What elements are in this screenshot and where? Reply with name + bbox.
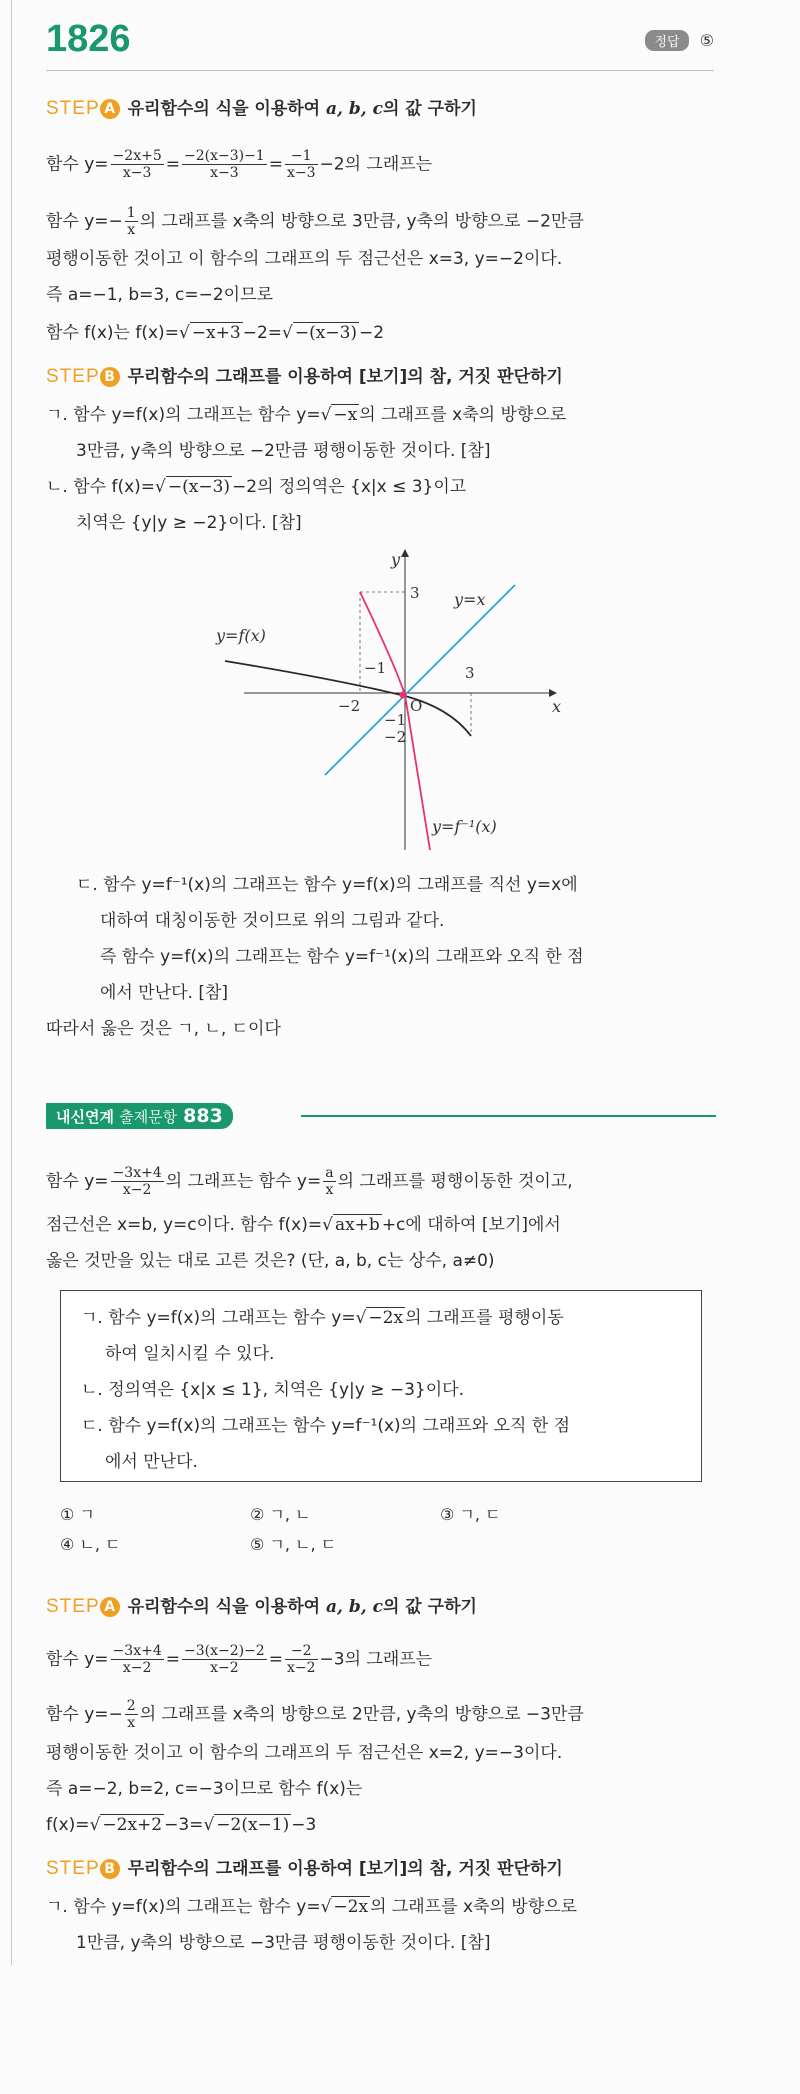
text: 함수 y=−: [46, 1704, 123, 1725]
sol1-conclusion: 따라서 옳은 것은 ㄱ, ㄴ, ㄷ이다: [46, 1019, 281, 1039]
step-label: STEP: [46, 1596, 100, 1617]
sol2-line4: 즉 a=−2, b=2, c=−3이므로 함수 f(x)는: [46, 1779, 363, 1799]
step-label: STEP: [46, 366, 100, 387]
sol1-d-line2: 대하여 대칭이동한 것이므로 위의 그림과 같다.: [100, 911, 445, 931]
radicand: −x+3: [191, 323, 241, 343]
y-axis-label: y: [391, 550, 401, 569]
fraction: [111, 1643, 164, 1676]
function-graph: [190, 545, 570, 855]
text: −2: [359, 323, 385, 343]
sol1-d-line1: ㄷ. 함수 y=f⁻¹(x)의 그래프는 함수 y=f(x)의 그래프를 직선 y=x에: [76, 875, 578, 895]
box-d-line2: 에서 만난다.: [105, 1452, 198, 1472]
sol1-d-line4: 에서 만난다. [참]: [100, 983, 229, 1003]
radicand: −(x−3): [294, 323, 358, 343]
margin-rule: [11, 0, 12, 1965]
radicand: −2(x−1): [216, 1815, 290, 1835]
badge-subtext: 출제문항: [119, 1108, 178, 1126]
choice-1[interactable]: ① ㄱ: [60, 1505, 95, 1524]
choice-5[interactable]: ⑤ ㄱ, ㄴ, ㄷ: [250, 1535, 337, 1554]
text: ㄱ. 함수 y=f(x)의 그래프는 함수 y=: [81, 1308, 356, 1328]
step-a-heading: [46, 96, 477, 122]
tick-neg1-bottom: −1: [384, 711, 407, 729]
radicand: −2x: [368, 1308, 404, 1328]
sol1-n-line1: ㄴ. 함수 f(x)=√ −(x−3) −2의 정의역은 {x|x ≤ 3}이고: [46, 477, 467, 497]
sol1-line1: 함수 y= $\frac{-2x+5}{x-3}$ = $\frac{-2(x-3)-1}{x-3}$ = $\frac{-1}{x-3}$ −2의 그래프는: [46, 148, 433, 181]
step-title-post: 의 값 구하기: [382, 1597, 477, 1617]
step-title-vars: a, b, c: [326, 1597, 383, 1617]
tick-neg2-bottom: −2: [384, 728, 407, 746]
tick-3-top: 3: [410, 584, 420, 602]
line-y-equals-x: [325, 585, 515, 775]
text: −3: [291, 1815, 317, 1835]
text: 의 그래프는 함수 y=: [165, 1171, 322, 1192]
text: 함수 y=−: [46, 211, 123, 232]
choice-2[interactable]: ② ㄱ, ㄴ: [250, 1505, 311, 1524]
step-title: 무리함수의 그래프를 이용하여 [보기]의 참, 거짓 판단하기: [127, 367, 563, 387]
step-label: STEP: [46, 98, 100, 119]
step-badge: A: [100, 1597, 120, 1617]
text: −2의 그래프는: [319, 154, 433, 175]
numerator: −1: [285, 148, 318, 165]
step-b-heading: [46, 364, 563, 390]
origin-label: O: [410, 697, 423, 715]
text: ㄱ. 함수 y=f(x)의 그래프는 함수 y=: [46, 405, 321, 425]
numerator: −2x+5: [112, 148, 162, 164]
problem-number: 1826: [46, 18, 131, 60]
numerator: −3(x−2)−2: [183, 1643, 265, 1659]
answer-indicator: [645, 30, 714, 51]
sol1-g-line2: 3만큼, y축의 방향으로 −2만큼 평행이동한 것이다. [참]: [76, 441, 491, 461]
text: 함수 y=: [46, 1171, 109, 1192]
denominator: x−2: [210, 1660, 239, 1676]
step-label: STEP: [46, 1858, 100, 1879]
text: ㄱ. 함수 y=f(x)의 그래프는 함수 y=: [46, 1897, 321, 1917]
text: 함수 f(x)는 f(x)=: [46, 323, 179, 343]
text: 의 그래프를 x축의 방향으로 3만큼, y축의 방향으로 −2만큼: [139, 211, 584, 232]
text: 의 그래프를 x축의 방향으로: [359, 405, 567, 425]
fraction: [285, 1643, 318, 1676]
answer-label: 정답: [645, 30, 688, 51]
text: f(x)=: [46, 1815, 90, 1835]
numerator: a: [325, 1165, 334, 1181]
radicand: −2x: [333, 1897, 369, 1917]
text: +c에 대하여 [보기]에서: [381, 1215, 561, 1235]
problem-line3: 옳은 것만을 있는 대로 고른 것은? (단, a, b, c는 상수, a≠0): [46, 1251, 495, 1271]
step-badge: A: [100, 99, 120, 119]
fraction: [125, 1698, 138, 1731]
text: −3의 그래프는: [319, 1649, 433, 1670]
sol2-line3: 평행이동한 것이고 이 함수의 그래프의 두 점근선은 x=2, y=−3이다.: [46, 1743, 563, 1763]
denominator: x: [127, 222, 136, 238]
fraction: [182, 1643, 267, 1676]
tick-3-right: 3: [465, 664, 475, 682]
answer-value: ⑤: [699, 31, 714, 50]
step-title-pre: 유리함수의 식을 이용하여: [127, 1597, 327, 1617]
step-title-post: 의 값 구하기: [382, 99, 477, 119]
sol2-line1: 함수 y= $\frac{-3x+4}{x-2}$ = $\frac{-3(x-2)-2}{x-2}$ = $\frac{-2}{x-2}$ −3의 그래프는: [46, 1643, 433, 1676]
numerator: −3x+4: [112, 1643, 162, 1659]
fraction: [182, 148, 267, 181]
box-d-line1: ㄷ. 함수 y=f(x)의 그래프는 함수 y=f⁻¹(x)의 그래프와 오직 한 점: [81, 1416, 571, 1436]
box-g-line2: 하여 일치시킬 수 있다.: [105, 1344, 275, 1364]
text: ㄴ. 함수 f(x)=: [46, 477, 156, 497]
choice-3[interactable]: ③ ㄱ, ㄷ: [440, 1505, 501, 1524]
related-badge: [46, 1103, 233, 1129]
step-title: 무리함수의 그래프를 이용하여 [보기]의 참, 거짓 판단하기: [127, 1859, 563, 1879]
step-title-vars: a, b, c: [326, 99, 383, 119]
choice-4[interactable]: ④ ㄴ, ㄷ: [60, 1535, 121, 1554]
sol2-line2: [46, 1698, 584, 1731]
denominator: x−2: [122, 1182, 152, 1198]
band-line: [301, 1115, 716, 1117]
fx-label: y=f(x): [216, 626, 266, 645]
sol2-line5: f(x)=√ −2x+2 −3=√ −2(x−1) −3: [46, 1815, 317, 1835]
step-title-pre: 유리함수의 식을 이용하여: [127, 99, 327, 119]
fraction: [111, 1165, 164, 1198]
text: 함수 y=: [46, 1649, 109, 1670]
bogi-box: [60, 1290, 702, 1482]
text: 점근선은 x=b, y=c이다. 함수 f(x)=: [46, 1215, 323, 1235]
x-axis-label: x: [552, 697, 562, 716]
radicand: ax+b: [334, 1215, 380, 1235]
problem-header: [46, 18, 714, 71]
numerator: −2(x−3)−1: [183, 148, 265, 164]
fraction: [125, 205, 138, 238]
radicand: −x: [333, 405, 358, 425]
step-b-heading-2: [46, 1856, 563, 1882]
step-a-heading-2: [46, 1594, 477, 1620]
yx-label: y=x: [454, 590, 486, 609]
numerator: −2: [285, 1643, 318, 1660]
sol1-g-line1: ㄱ. 함수 y=f(x)의 그래프는 함수 y=√ −x 의 그래프를 x축의 방향으로: [46, 405, 567, 425]
radicand: −(x−3): [167, 477, 231, 497]
numerator: 1: [126, 205, 136, 221]
fraction: [111, 148, 164, 181]
fraction: [285, 148, 318, 181]
sol1-line3: 평행이동한 것이고 이 함수의 그래프의 두 점근선은 x=3, y=−2이다.: [46, 249, 563, 269]
text: 의 그래프를 평행이동: [405, 1308, 564, 1328]
denominator: x−2: [286, 1660, 316, 1676]
box-n-line1: ㄴ. 정의역은 {x|x ≤ 1}, 치역은 {y|y ≥ −3}이다.: [81, 1380, 464, 1400]
related-number: 883: [183, 1105, 223, 1127]
denominator: x−2: [122, 1660, 152, 1676]
sol2-g-line1: ㄱ. 함수 y=f(x)의 그래프는 함수 y=√ −2x 의 그래프를 x축의 방향으로: [46, 1897, 577, 1917]
tick-neg1-top: −1: [364, 659, 387, 677]
numerator: 2: [126, 1698, 136, 1714]
step-badge: B: [100, 367, 120, 387]
sol1-line4: 즉 a=−1, b=3, c=−2이므로: [46, 285, 273, 305]
step-badge: B: [100, 1859, 120, 1879]
sol2-g-line2: 1만큼, y축의 방향으로 −3만큼 평행이동한 것이다. [참]: [76, 1933, 491, 1953]
fraction: [323, 1165, 335, 1198]
sol1-line5: 함수 f(x)는 f(x)=√ −x+3 −2=√ −(x−3) −2: [46, 323, 385, 343]
denominator: x−3: [210, 165, 239, 181]
denominator: x: [325, 1182, 334, 1198]
text: −2의 정의역은 {x|x ≤ 3}이고: [232, 477, 467, 497]
denominator: x−3: [122, 165, 152, 181]
badge-text: 내신연계: [56, 1108, 114, 1126]
box-g-line1: ㄱ. 함수 y=f(x)의 그래프는 함수 y=√ −2x 의 그래프를 평행이동: [81, 1308, 564, 1328]
denominator: x: [127, 1715, 136, 1731]
problem-line1: [46, 1165, 573, 1198]
intersection-point: [400, 692, 407, 699]
sol1-d-line3: 즉 함수 y=f(x)의 그래프는 함수 y=f⁻¹(x)의 그래프와 오직 한 점: [100, 947, 584, 967]
text: 의 그래프를 평행이동한 것이고,: [337, 1171, 573, 1192]
denominator: x−3: [286, 165, 316, 181]
text: −3=: [164, 1815, 204, 1835]
tick-neg2-left: −2: [338, 697, 361, 715]
sol1-line2: [46, 205, 584, 238]
text: 함수 y=: [46, 154, 109, 175]
related-problem-band: [46, 1103, 716, 1129]
text: 의 그래프를 x축의 방향으로 2만큼, y축의 방향으로 −3만큼: [139, 1704, 584, 1725]
text: −2=: [242, 323, 283, 343]
numerator: −3x+4: [112, 1165, 162, 1181]
finv-label: y=f⁻¹(x): [432, 817, 497, 836]
radicand: −2x+2: [102, 1815, 163, 1835]
text: 의 그래프를 x축의 방향으로: [370, 1897, 577, 1917]
problem-line2: 점근선은 x=b, y=c이다. 함수 f(x)=√ ax+b +c에 대하여 [보기]에서: [46, 1215, 561, 1235]
sol1-n-line2: 치역은 {y|y ≥ −2}이다. [참]: [76, 513, 302, 533]
